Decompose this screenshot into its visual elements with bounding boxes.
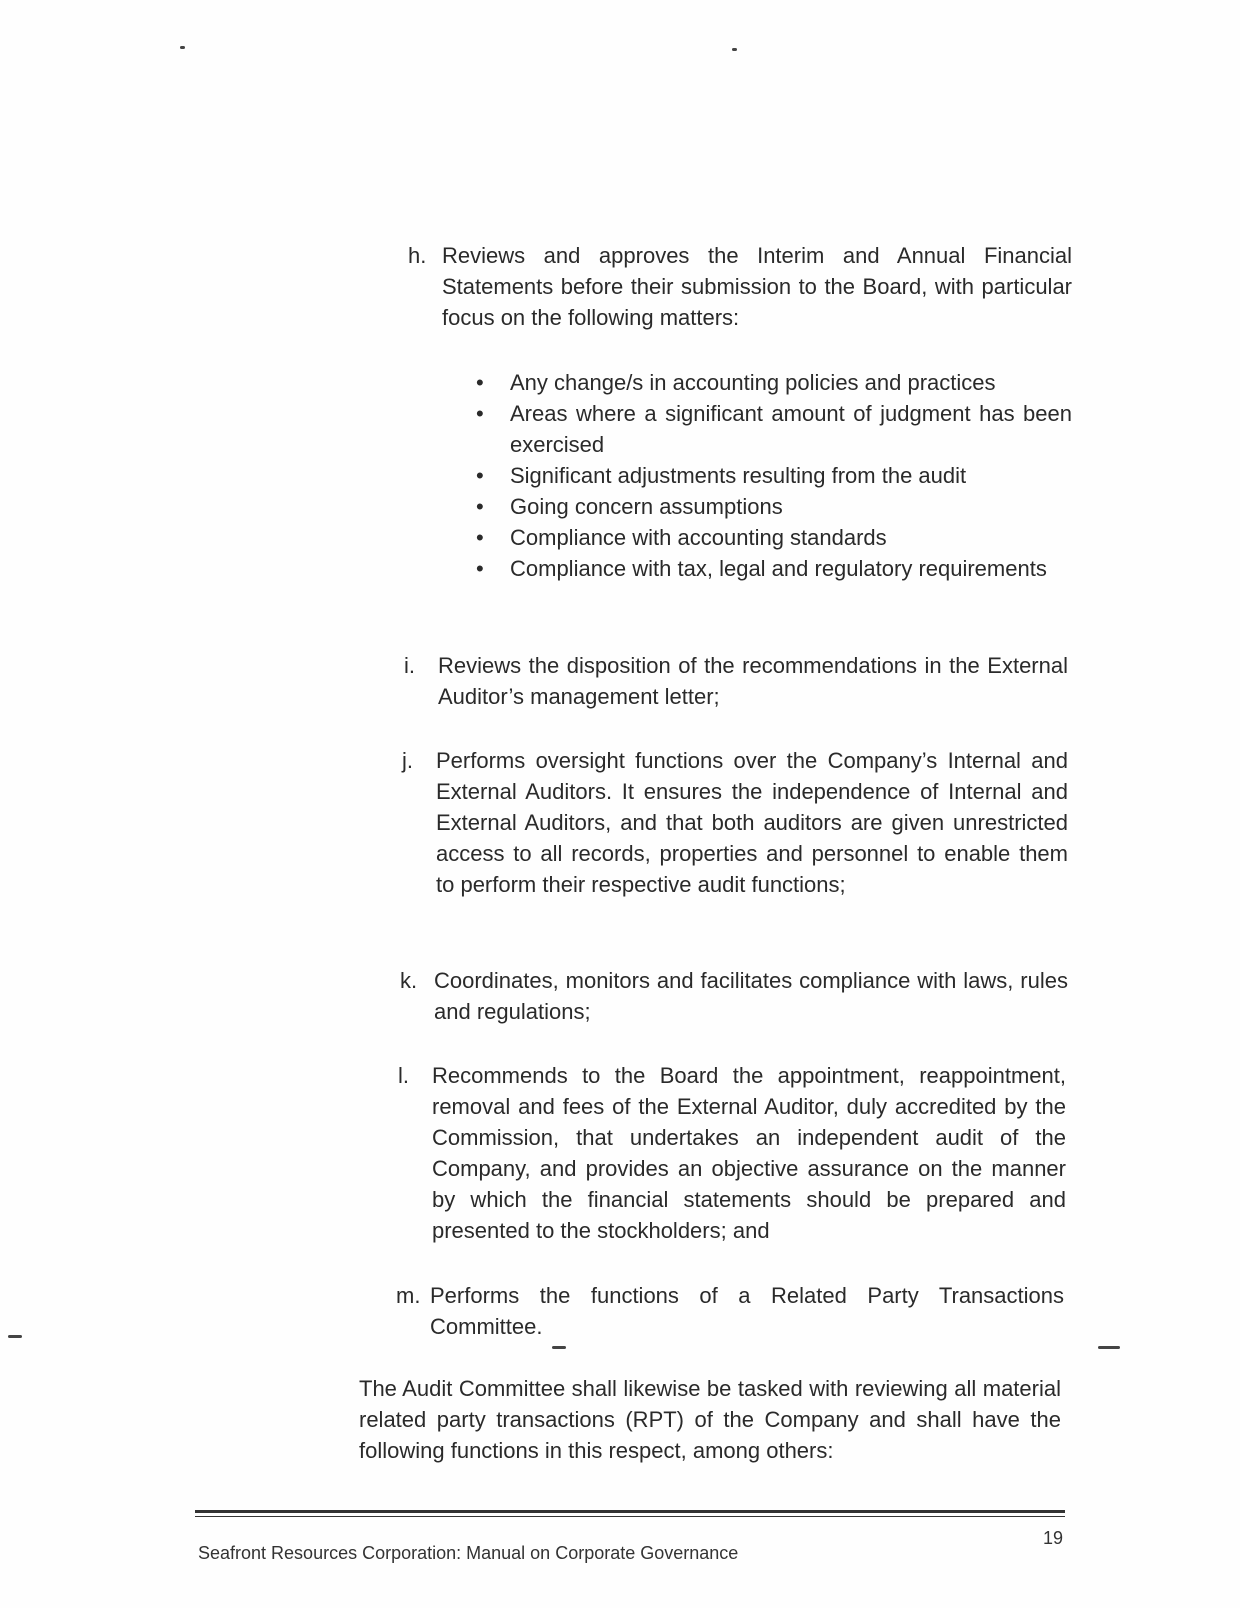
- bullet-list: [476, 367, 1072, 584]
- item-text: Performs the functions of a Related Party Transactions Committee.: [430, 1283, 1064, 1339]
- scan-speck: [732, 48, 737, 51]
- bullet-icon: •: [476, 401, 484, 426]
- list-item-j: [402, 745, 1068, 900]
- item-letter: i.: [404, 653, 415, 678]
- item-letter: l.: [398, 1063, 409, 1088]
- bullet-item: • Going concern assumptions: [510, 491, 1072, 522]
- list-item-h: [408, 240, 1072, 333]
- item-text: Reviews the disposition of the recommendations in the External Auditor’s management letter;: [438, 653, 1068, 709]
- bullet-item: • Significant adjustments resulting from the audit: [510, 460, 1072, 491]
- page-number: 19: [1043, 1528, 1064, 1548]
- item-letter: h.: [408, 243, 427, 268]
- footer-rule-thin: [195, 1516, 1065, 1517]
- list-item-i: [404, 650, 1068, 712]
- list-item-m: [396, 1280, 1064, 1342]
- bullet-item: • Any change/s in accounting policies and practices: [510, 367, 1072, 398]
- bullet-item: • Compliance with accounting standards: [510, 522, 1072, 553]
- bullet-icon: •: [476, 370, 484, 395]
- scan-speck: [1098, 1346, 1120, 1349]
- item-text: Performs oversight functions over the Company’s Internal and External Auditors. It ensures the independence of Internal and External Auditors, and that both auditors are given unrestricted access to all records, properties and personnel to enable them to perform their respective audit functions;: [436, 748, 1068, 897]
- bullet-icon: •: [476, 463, 484, 488]
- footer-rule-thick: [195, 1510, 1065, 1513]
- bullet-icon: •: [476, 494, 484, 519]
- scan-speck: [8, 1335, 22, 1338]
- closing-paragraph: The Audit Committee shall likewise be tasked with reviewing all material related party transactions (RPT) of the Company and shall have the following functions in this respect, among others:: [359, 1376, 1061, 1463]
- item-letter: k.: [400, 968, 418, 993]
- item-text: Recommends to the Board the appointment, reappointment, removal and fees of the External Auditor, duly accredited by the Commission, that undertakes an independent audit of the Company, and provides an objective assurance on the manner by which the financial statements should be prepared and presented to the stockholders; and: [432, 1063, 1066, 1243]
- list-item-k: [400, 965, 1068, 1027]
- bullet-item: • Compliance with tax, legal and regulatory requirements: [510, 553, 1072, 584]
- scan-speck: [180, 46, 185, 49]
- item-text: Reviews and approves the Interim and Annual Financial Statements before their submission to the Board, with particular focus on the following matters:: [442, 243, 1072, 330]
- list-item-l: [398, 1060, 1066, 1246]
- scan-speck: [552, 1346, 566, 1349]
- bullet-icon: •: [476, 556, 484, 581]
- item-letter: j.: [402, 748, 413, 773]
- item-letter: m.: [396, 1283, 421, 1308]
- bullet-icon: •: [476, 525, 484, 550]
- footer-document-title: Seafront Resources Corporation: Manual on Corporate Governance: [198, 1543, 739, 1563]
- bullet-item: • Areas where a significant amount of judgment has been exercised: [510, 398, 1072, 460]
- item-text: Coordinates, monitors and facilitates compliance with laws, rules and regulations;: [434, 968, 1068, 1024]
